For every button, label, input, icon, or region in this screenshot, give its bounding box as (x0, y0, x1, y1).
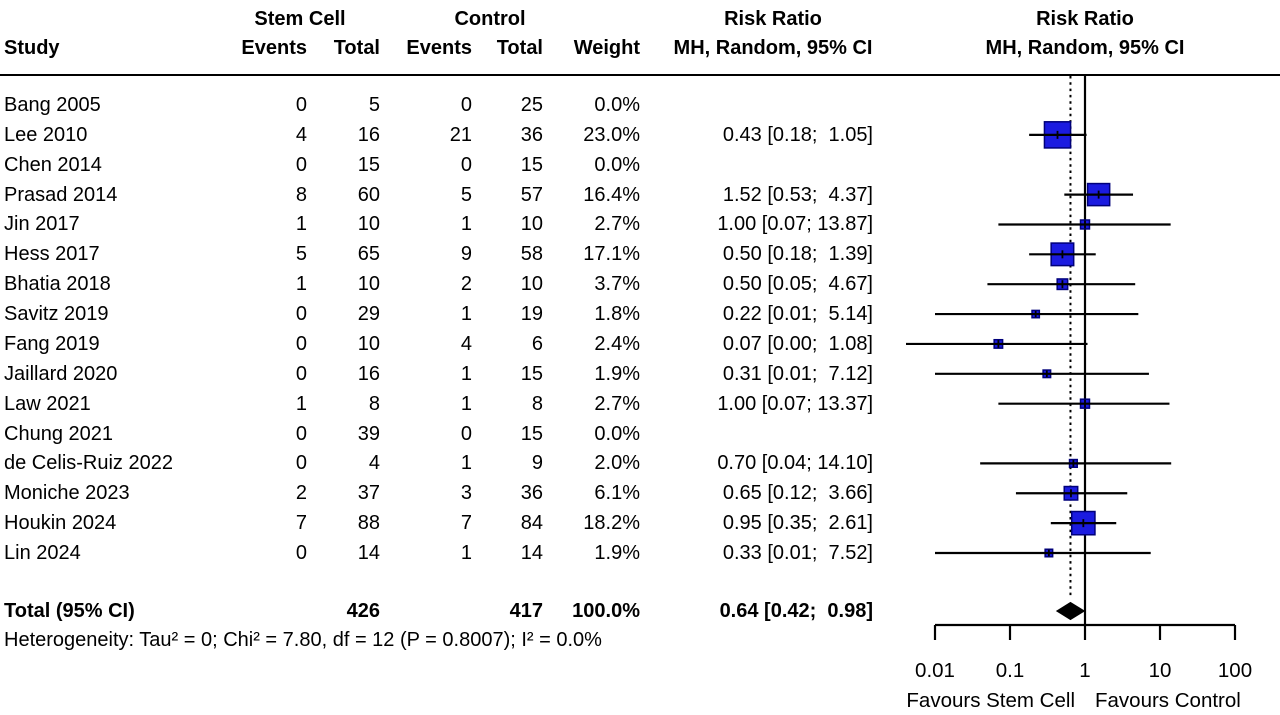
pooled-diamond (1057, 603, 1085, 620)
table-cell: 9 (531, 452, 543, 474)
axis-tick-label: 100 (1217, 659, 1253, 682)
table-cell: 15 (520, 154, 543, 176)
study-label: de Celis-Ruiz 2022 (4, 452, 173, 474)
table-cell: 5 (368, 94, 380, 116)
table-cell: 0 (295, 423, 307, 445)
study-label: Bhatia 2018 (4, 273, 111, 295)
table-cell: 3 (460, 482, 472, 504)
rr-ci-text: 1.00 [0.07; 13.37] (717, 393, 873, 415)
column-header-total-stem: Total (333, 37, 380, 59)
total-row-n-stem: 426 (346, 600, 380, 622)
table-cell: 88 (357, 512, 380, 534)
table-cell: 84 (520, 512, 543, 534)
table-cell: 0 (295, 333, 307, 355)
rr-ci-text: 0.43 [0.18; 1.05] (722, 124, 873, 146)
table-cell: 8 (531, 393, 543, 415)
axis-tick-label: 10 (1148, 659, 1172, 682)
table-cell: 23.0% (583, 124, 640, 146)
column-header-total-ctrl: Total (496, 37, 543, 59)
table-cell: 0 (460, 94, 472, 116)
column-header-rr-ci: MH, Random, 95% CI (673, 37, 873, 59)
table-cell: 0 (295, 154, 307, 176)
rr-ci-text: 0.70 [0.04; 14.10] (717, 452, 873, 474)
column-header-events-stem: Events (241, 37, 307, 59)
table-cell: 1 (460, 542, 472, 564)
plot-header-rr-ci: MH, Random, 95% CI (985, 37, 1185, 59)
rr-ci-text: 0.50 [0.18; 1.39] (722, 243, 873, 265)
table-cell: 2.0% (594, 452, 640, 474)
table-cell: 36 (520, 482, 543, 504)
table-cell: 18.2% (583, 512, 640, 534)
plot-header-risk-ratio: Risk Ratio (1036, 8, 1134, 30)
table-cell: 1.8% (594, 303, 640, 325)
rr-ci-text: 0.22 [0.01; 5.14] (722, 303, 873, 325)
table-cell: 10 (520, 213, 543, 235)
study-label: Jin 2017 (4, 213, 80, 235)
favours-left-label: Favours Stem Cell (906, 689, 1075, 712)
column-header-weight: Weight (573, 37, 640, 59)
table-cell: 0 (295, 452, 307, 474)
rr-ci-text: 0.07 [0.00; 1.08] (722, 333, 873, 355)
study-label: Houkin 2024 (4, 512, 117, 534)
study-label: Lin 2024 (4, 542, 81, 564)
study-label: Lee 2010 (4, 124, 88, 146)
table-cell: 8 (295, 184, 307, 206)
rr-ci-text: 1.00 [0.07; 13.87] (717, 213, 873, 235)
table-cell: 10 (357, 333, 380, 355)
study-label: Savitz 2019 (4, 303, 109, 325)
table-cell: 39 (357, 423, 380, 445)
table-cell: 36 (520, 124, 543, 146)
rr-ci-text: 0.95 [0.35; 2.61] (722, 512, 873, 534)
table-cell: 21 (449, 124, 472, 146)
table-cell: 0 (460, 423, 472, 445)
table-cell: 2 (460, 273, 472, 295)
study-label: Bang 2005 (4, 94, 101, 116)
table-cell: 0 (295, 363, 307, 385)
table-cell: 14 (520, 542, 543, 564)
axis-tick-label: 1 (1079, 659, 1091, 682)
total-row-n-ctrl: 417 (509, 600, 543, 622)
rr-ci-text: 1.52 [0.53; 4.37] (722, 184, 873, 206)
rr-ci-text: 0.65 [0.12; 3.66] (722, 482, 873, 504)
table-cell: 1 (295, 273, 307, 295)
table-cell: 7 (460, 512, 472, 534)
table-cell: 58 (520, 243, 543, 265)
column-header-events-ctrl: Events (406, 37, 472, 59)
study-label: Chung 2021 (4, 423, 113, 445)
table-cell: 4 (368, 452, 380, 474)
table-cell: 16 (357, 124, 380, 146)
table-cell: 15 (520, 363, 543, 385)
column-header-study: Study (4, 37, 60, 59)
axis-tick-label: 0.1 (995, 659, 1025, 682)
table-cell: 0 (460, 154, 472, 176)
table-cell: 14 (357, 542, 380, 564)
favours-right-label: Favours Control (1095, 689, 1241, 712)
rr-ci-text: 0.50 [0.05; 4.67] (722, 273, 873, 295)
table-cell: 60 (357, 184, 380, 206)
study-label: Moniche 2023 (4, 482, 130, 504)
table-cell: 16 (357, 363, 380, 385)
study-label: Jaillard 2020 (4, 363, 118, 385)
table-cell: 0.0% (594, 423, 640, 445)
axis-tick-label: 0.01 (915, 659, 955, 682)
table-cell: 2.7% (594, 213, 640, 235)
study-label: Law 2021 (4, 393, 91, 415)
table-cell: 9 (460, 243, 472, 265)
table-cell: 4 (460, 333, 472, 355)
table-cell: 0.0% (594, 154, 640, 176)
table-cell: 10 (357, 273, 380, 295)
table-cell: 1 (460, 363, 472, 385)
table-cell: 10 (357, 213, 380, 235)
table-cell: 1.9% (594, 363, 640, 385)
table-cell: 0.0% (594, 94, 640, 116)
table-cell: 6.1% (594, 482, 640, 504)
table-cell: 5 (460, 184, 472, 206)
table-cell: 2 (295, 482, 307, 504)
total-row-weight: 100.0% (572, 600, 640, 622)
table-cell: 2.7% (594, 393, 640, 415)
table-cell: 65 (357, 243, 380, 265)
table-cell: 29 (357, 303, 380, 325)
column-group-control: Control (454, 8, 526, 30)
table-cell: 15 (520, 423, 543, 445)
table-cell: 1 (295, 213, 307, 235)
table-cell: 8 (368, 393, 380, 415)
table-cell: 0 (295, 303, 307, 325)
rr-ci-text: 0.31 [0.01; 7.12] (722, 363, 873, 385)
table-cell: 1 (295, 393, 307, 415)
study-label: Fang 2019 (4, 333, 100, 355)
table-cell: 15 (357, 154, 380, 176)
table-cell: 1 (460, 303, 472, 325)
table-cell: 1 (460, 393, 472, 415)
table-cell: 17.1% (583, 243, 640, 265)
table-cell: 1 (460, 452, 472, 474)
table-cell: 4 (295, 124, 307, 146)
table-cell: 37 (357, 482, 380, 504)
table-cell: 2.4% (594, 333, 640, 355)
table-cell: 1.9% (594, 542, 640, 564)
table-cell: 0 (295, 94, 307, 116)
table-cell: 57 (520, 184, 543, 206)
table-cell: 6 (531, 333, 543, 355)
table-cell: 10 (520, 273, 543, 295)
rr-ci-text: 0.33 [0.01; 7.52] (722, 542, 873, 564)
total-row-label: Total (95% CI) (4, 600, 135, 622)
table-cell: 16.4% (583, 184, 640, 206)
table-cell: 19 (520, 303, 543, 325)
total-row-rr-ci: 0.64 [0.42; 0.98] (719, 600, 873, 622)
table-cell: 25 (520, 94, 543, 116)
table-cell: 1 (460, 213, 472, 235)
column-header-risk-ratio: Risk Ratio (724, 8, 822, 30)
study-label: Prasad 2014 (4, 184, 118, 206)
column-group-stem-cell: Stem Cell (254, 8, 346, 30)
heterogeneity-stats: Heterogeneity: Tau² = 0; Chi² = 7.80, df = 12 (P = 0.8007); I² = 0.0% (4, 629, 602, 651)
table-cell: 7 (295, 512, 307, 534)
study-label: Hess 2017 (4, 243, 100, 265)
table-cell: 0 (295, 542, 307, 564)
table-cell: 3.7% (594, 273, 640, 295)
study-label: Chen 2014 (4, 154, 102, 176)
table-cell: 5 (295, 243, 307, 265)
